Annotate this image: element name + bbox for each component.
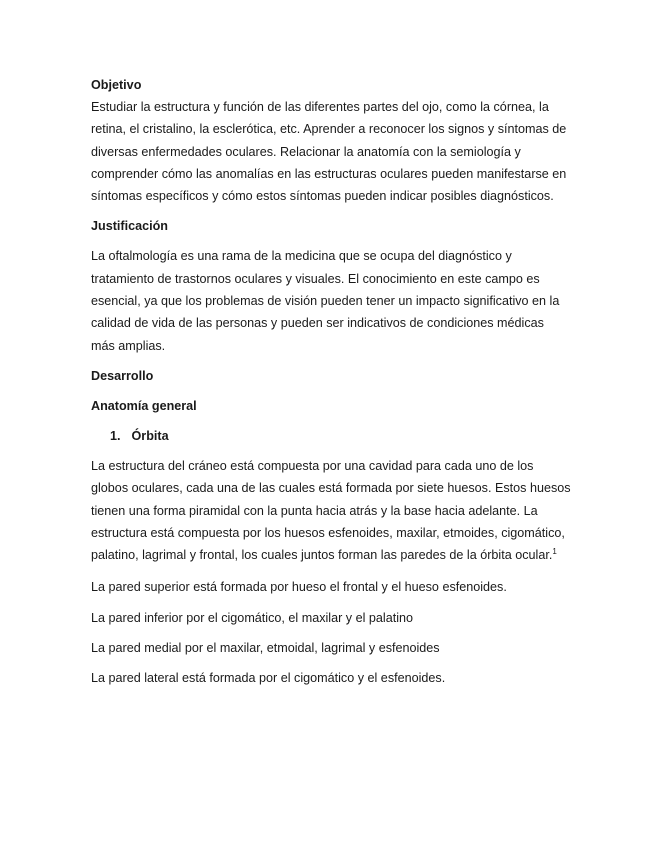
- paragraph-pared-superior: La pared superior está formada por hueso el frontal y el hueso esfenoides.: [91, 580, 507, 595]
- list-item-orbita: [91, 425, 571, 447]
- list-item-number: 1.: [110, 428, 121, 443]
- heading-justificacion: Justificación: [91, 219, 168, 234]
- document-page: [91, 74, 571, 690]
- paragraph-orbita-text: La estructura del cráneo está compuesta por una cavidad para cada uno de los globos oculares, cada una de las cuales está formada por siete huesos. Estos huesos tienen una forma piramidal con la punta hacia atrás y la base hacia adelante. La estructura está compuesta por los huesos esfenoides, maxilar, etmoides, cigomático, palatino, lagrimal y frontal, los cuales juntos forman las paredes de la órbita ocular.: [91, 458, 571, 563]
- list-item-title: Órbita: [131, 428, 169, 443]
- paragraph-pared-medial: La pared medial por el maxilar, etmoidal, lagrimal y esfenoides: [91, 641, 440, 656]
- paragraph-justificacion: La oftalmología es una rama de la medicina que se ocupa del diagnóstico y tratamiento de trastornos oculares y visuales. El conocimiento en este campo es esencial, ya que los problemas de visión pueden tener un impacto significativo en la calidad de vida de las personas y pueden ser indicativos de condiciones médicas más amplias.: [91, 249, 560, 353]
- paragraph-pared-lateral: La pared lateral está formada por el cigomático y el esfenoides.: [91, 671, 446, 686]
- heading-anatomia-general: Anatomía general: [91, 398, 197, 413]
- heading-objetivo: Objetivo: [91, 78, 142, 92]
- heading-desarrollo: Desarrollo: [91, 368, 154, 383]
- footnote-reference[interactable]: 1: [552, 546, 557, 556]
- paragraph-objetivo: Estudiar la estructura y función de las diferentes partes del ojo, como la córnea, la retina, el cristalino, la esclerótica, etc. Aprender a reconocer los signos y síntomas de diversas enfermedades oculares. Relacionar la anatomía con la semiología y comprender cómo las anomalías en las estructuras oculares pueden manifestarse en síntomas específicos y cómo estos síntomas pueden indicar posibles diagnósticos.: [91, 100, 567, 204]
- paragraph-orbita: [91, 455, 571, 566]
- paragraph-pared-inferior: La pared inferior por el cigomático, el maxilar y el palatino: [91, 610, 414, 625]
